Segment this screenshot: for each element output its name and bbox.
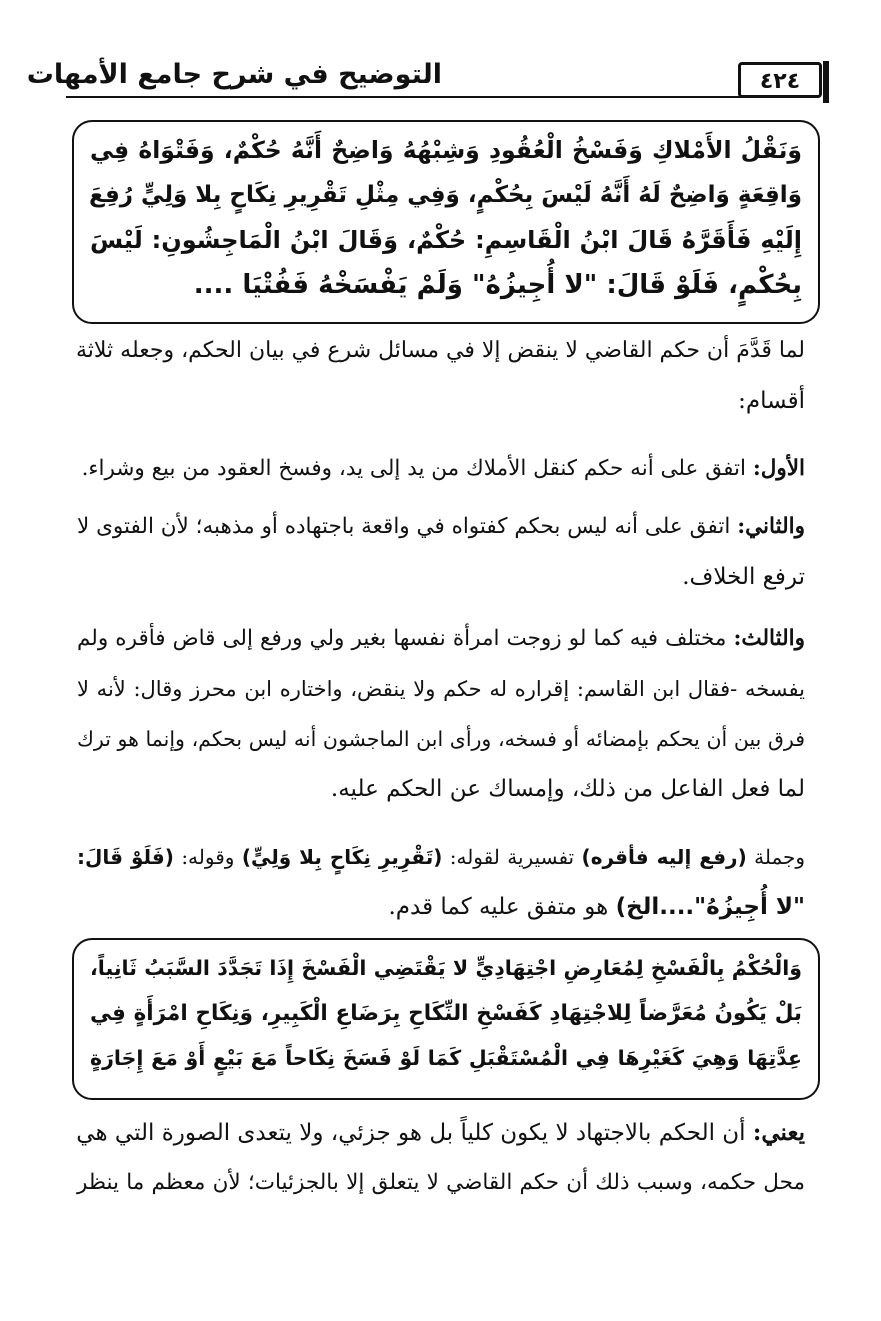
text-line: لما قَدَّمَ أن حكم القاضي لا ينقض إلا في مسائل شرع في بيان الحكم، وجعله ثلاثة	[76, 338, 805, 363]
matn-line: بَلْ يَكُونُ مُعَرَّضاً لِلاجْتِهَادِ كَفَسْخِ النِّكَاحِ بِرَضَاعِ الْكَبِيرِ، وَنِكَاحِ امْرَأَةٍ فِي	[90, 1001, 802, 1026]
commentary-first	[77, 444, 805, 494]
yani-text: أن الحكم بالاجتهاد لا يكون كلياً بل هو جزئي، ولا يتعدى الصورة التي هي	[76, 1120, 746, 1146]
matn-line: وَنَقْلُ الأَمْلاكِ وَفَسْخُ الْعُقُودِ وَشِبْهُهُ وَاضِحٌ أَنَّهُ حُكْمٌ، وَفَتْوَاهُ فِي	[90, 136, 802, 164]
text-line	[77, 832, 805, 882]
third-label: والثالث:	[733, 626, 805, 651]
wj-mid-2: وقوله:	[181, 845, 235, 869]
text-line: ترفع الخلاف.	[682, 564, 805, 590]
wj-quote-2: (تَقْرِيرِ نِكَاحٍ بِلا وَلِيٍّ)	[241, 845, 443, 869]
text-line	[77, 444, 805, 494]
wj-prefix: وجملة	[754, 845, 806, 869]
text-line: لما فعل الفاعل من ذلك، وإمساك عن الحكم عليه.	[330, 776, 805, 802]
text-line	[77, 1108, 805, 1158]
commentary-yani	[77, 1108, 805, 1208]
text-line: فرق بين أن يحكم بإمضائه أو فسخه، ورأى ابن الماجشون أنه ليس بحكم، وإنما هو ترك	[77, 727, 805, 751]
commentary-second	[77, 502, 805, 602]
first-text: اتفق على أنه حكم كنقل الأملاك من يد إلى يد، وفسخ العقود من بيع وشراء.	[81, 456, 746, 481]
matn-box-2	[72, 938, 820, 1100]
text-line: يفسخه -فقال ابن القاسم: إقراره له حكم ولا ينقض، واختاره ابن محرز وقال: لأنه لا	[77, 677, 805, 701]
wj-quote-1: (رفع إليه فأقره)	[581, 845, 747, 869]
text-line	[77, 614, 805, 664]
commentary-third	[77, 614, 805, 814]
wj-mid: تفسيرية لقوله:	[449, 845, 575, 869]
wj-quote-4: "لا أُجِيزُهُ"....الخ)	[615, 894, 805, 920]
text-line	[77, 502, 805, 552]
third-text: مختلف فيه كما لو زوجت امرأة نفسها بغير ولي ورفع إلى قاض فأقره ولم	[77, 626, 727, 651]
matn-line: إِلَيْهِ فَأَقَرَّهُ قَالَ ابْنُ الْقَاسِمِ: حُكْمٌ، وَقَالَ ابْنُ الْمَاجِشُونِ: لَيْسَ	[90, 226, 802, 254]
yani-label: يعني:	[752, 1119, 805, 1146]
text-line	[77, 882, 805, 932]
commentary-wajumla	[77, 832, 805, 932]
second-text: اتفق على أنه ليس بحكم كفتواه في واقعة باجتهاده أو مذهبه؛ لأن الفتوى لا	[77, 514, 731, 539]
matn-line: عِدَّتِهَا وَهِيَ كَغَيْرِهَا فِي الْمُسْتَقْبَلِ كَمَا لَوْ فَسَخَ نِكَاحاً مَعَ بَيْعٍ أَوْ مَعَ إِجَارَةٍ	[90, 1046, 802, 1070]
wj-quote-3: (فَلَوْ قَالَ:	[77, 845, 174, 869]
first-label: الأول:	[752, 456, 805, 481]
page-number: ٤٢٤	[738, 62, 822, 98]
text-line: محل حكمه، وسبب ذلك أن حكم القاضي لا يتعلق إلا بالجزئيات؛ لأن معظم ما ينظر	[77, 1170, 805, 1195]
commentary-intro	[77, 326, 805, 426]
book-title: التوضيح في شرح جامع الأمهات	[26, 59, 442, 90]
wj-end: هو متفق عليه كما قدم.	[388, 894, 609, 920]
header-rule	[66, 96, 744, 98]
second-label: والثاني:	[737, 514, 805, 539]
text-line: أقسام:	[738, 388, 805, 414]
matn-line: وَالْحُكْمُ بِالْفَسْخِ لِمُعَارِضِ اجْتِهَادِيٍّ لا يَقْتَضِي الْفَسْخَ إِذَا تَجَدَّدَ السَّبَبُ ثَانِياً،	[90, 956, 802, 980]
matn-line: بِحُكْمٍ، فَلَوْ قَالَ: "لا أُجِيزُهُ" وَلَمْ يَفْسَخْهُ فَفُتْيَا ....	[193, 270, 802, 300]
matn-line: وَاقِعَةٍ وَاضِحٌ لَهُ أَنَّهُ لَيْسَ بِحُكْمٍ، وَفِي مِثْلِ تَقْرِيرِ نِكَاحٍ بِلا وَلِيٍّ رُفِعَ	[89, 182, 802, 208]
matn-box-1	[72, 120, 820, 324]
